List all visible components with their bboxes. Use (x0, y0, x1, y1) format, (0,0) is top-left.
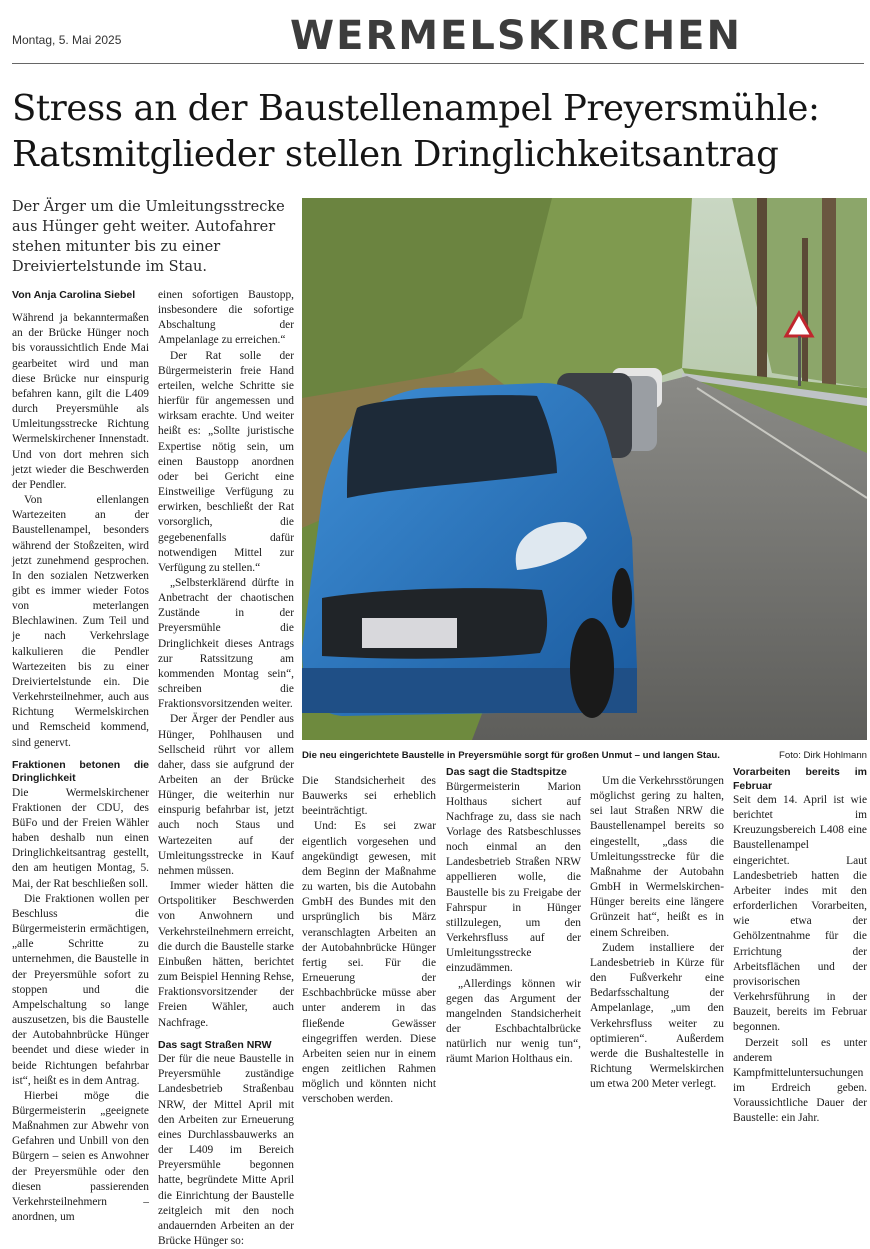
paragraph: Die Wermelskirchener Fraktionen der CDU, des BüFo und der Freien Wähler haben deshalb nun einen Dringlichkeitsantrag gestellt, den am heutigen Montag, 5. Mai, der Rat beschließen soll. (12, 786, 149, 890)
paragraph: Derzeit soll es unter anderem Kampfmitteluntersuchungen im Erdreich geben. Voraussichtliche Dauer der Baustelle: ein Jahr. (733, 1036, 867, 1125)
section-title: WERMELSKIRCHEN (290, 13, 742, 59)
subheading: Das sagt die Stadtspitze (446, 766, 567, 778)
photo-caption-bar (302, 750, 867, 761)
paragraph: Der Ärger der Pendler aus Hünger, Pohlhausen und Sellscheid rührt vor allem daher, dass sie aufgrund der Arbeiten an der Brücke Hünger, die weiterhin nur einspurig befahrbar ist, jetzt auch noch Staus und Wartezeiten auf der Umleitungsstrecke in Kauf nehmen müssen. (158, 713, 294, 877)
article-column-1 (12, 288, 149, 1225)
subheading: Das sagt Straßen NRW (158, 1038, 272, 1051)
headline-line-2: Ratsmitglieder stellen Dringlichkeitsantrag (12, 134, 779, 175)
article-photo (302, 198, 867, 740)
headline (12, 86, 862, 178)
article-column-6 (733, 766, 867, 1126)
paragraph: Zudem installiere der Landesbetrieb in Kürze für den Fußverkehr eine Bedarfsschaltung der Ampelanlage, „um den Verkehrsfluss weiter zu optimieren“. Außerdem werde die Bushaltestelle in Richtung Wermelskirchen um etwa 200 Meter verlegt. (590, 941, 724, 1091)
article-column-4 (446, 766, 581, 1067)
header-rule (12, 63, 864, 64)
headline-line-1: Stress an der Baustellenampel Preyersmühle: (12, 88, 820, 129)
paragraph: Der Rat solle der Bürgermeisterin freie Hand erteilen, welche Schritte sie hierfür für angemessen und wirksam erachte. Und weiter heißt es: „Sollte juristische Expertise nötig sein, um einen Baustopp anordnen oder bei Gericht eine Einstweilige Verfügung zu erwirken, beschließt der Rat vorsorglich, die gegebenenfalls dafür notwendigen Mittel zur Verfügung zu stellen.“ (158, 349, 294, 574)
paragraph: einen sofortigen Baustopp, insbesondere die sofortige Abschaltung der Ampelanlage zu erreichen.“ (158, 289, 294, 347)
paragraph: Und: Es sei zwar eigentlich vorgesehen und angekündigt gewesen, mit dem Beginn der Maßnahme zu warten, bis die Autobahn GmbH des Bundes mit den ursprünglich bis März veranschlagten Arbeiten an der Autobahnbrücke Hünger fertig sei. Für die Erneuerung der Eschbachbrücke müsse aber unter anderem in das fließende Gewässer eingegriffen werden. Diese Arbeiten seien nur in einem engen zeitlichen Rahmen möglich und könnten nicht verschoben werden. (302, 820, 436, 1106)
issue-date: Montag, 5. Mai 2025 (12, 33, 122, 47)
paragraph: Die Fraktionen wollen per Beschluss die Bürgermeisterin ermächtigen, „alle Schritte zu unternehmen, die Baustelle in der Preyersmühle sofort zu stoppen und die Ampelschaltung so lange auszusetzen, bis die Baustelle der Autobahnbrücke Hünger beendet und diese wieder in beide Richtungen befahrbar ist“, heißt es in dem Antrag. (12, 892, 149, 1087)
lead-paragraph: Der Ärger um die Umleitungsstrecke aus Hünger geht weiter. Autofahrer stehen mitunter bis zu einer Dreiviertelstunde im Stau. (12, 199, 285, 275)
article-column-3 (302, 774, 436, 1107)
subheading: Fraktionen betonen die Dringlichkeit (12, 758, 149, 785)
paragraph: Der für die neue Baustelle in Preyersmühle zuständige Landesbetrieb Straßenbau NRW, der Mittel April mit den Arbeiten zur Erneuerung eines Durchlassbauwerks an der L409 im Bereich Preyersmühle begonnen hatte, begründete Mitte April die Einrichtung der Baustelle zeitgleich mit den noch andauernden Arbeiten an der Brücke Hünger so: (158, 1053, 294, 1248)
paragraph: Um die Verkehrsstörungen möglichst gering zu halten, sei laut Straßen NRW die Baustellenampel bereits so eingestellt, „dass die Umleitungsstrecke für die Maßnahme der Autobahn GmbH in Wermelskirchen-Hünger bereits eine längere Grünzeit hat“, heißt es in einem Schreiben. (590, 775, 724, 939)
paragraph: Hierbei möge die Bürgermeisterin „geeignete Maßnahmen zur Abwehr von Gefahren und Unbill von den Bürgern – seien es Anwohner der Preyersmühle oder den diesen passierenden Verkehrsteilnehmern – anordnen, um (12, 1089, 149, 1224)
traffic-jam-photo (302, 198, 867, 740)
article-column-5 (590, 774, 724, 1092)
paragraph: Während ja bekanntermaßen an der Brücke Hünger noch bis voraussichtlich Ende Mai gearbeitet wird und man diese Brücke nur einspurig befahren kann, gilt die L409 durch Preyersmühle als Umleitungsstrecke Richtung Wermelskirchener Innenstadt. Und von dort mehren sich jetzt wieder die Beschwerden der Pendler. (12, 312, 149, 491)
paragraph: „Allerdings können wir gegen das Argument der mangelnden Standsicherheit der Eschbachtalbrücke natürlich nur wenig tun“, räumt Marion Holthaus ein. (446, 977, 581, 1066)
photo-caption: Die neu eingerichtete Baustelle in Preyersmühle sorgt für großen Unmut – und langen Stau. (302, 750, 720, 761)
paragraph: Von ellenlangen Wartezeiten an der Baustellenampel, besonders während der Stoßzeiten, wird jetzt zunehmend gesprochen. In den sozialen Netzwerken gibt es immer wieder Fotos von meterlangen Blechlawinen. Zum Teil und je nach Verkehrslage kalkulieren die Pendler Wartezeiten bis zu einer Dreiviertelstunde ein. Die Verkehrsteilnehmer, auch aus Richtung Wermelskirchen und Remscheid kommend, sind genervt. (12, 494, 149, 749)
photo-credit: Foto: Dirk Hohlmann (779, 750, 867, 761)
author-line: Von Anja Carolina Siebel (12, 289, 136, 301)
subheading: Vorarbeiten bereits im Februar (733, 766, 867, 792)
paragraph: Die Standsicherheit des Bauwerks sei erheblich beeinträchtigt. (302, 775, 436, 818)
paragraph: Immer wieder hätten die Ortspolitiker Beschwerden von Anwohnern und Verkehrsteilnehmern erreicht, die durch die Baustelle starke Einbußen hätten, berichtet zum Beispiel Henning Rehse, Fraktionsvorsitzender der Freien Wähler, auch Nachfrage. (158, 880, 294, 1029)
paragraph: „Selbsterklärend dürfte in Anbetracht der chaotischen Zustände in der Preyersmühle die Dringlichkeit dieses Antrags zur Ratssitzung am kommenden Montag sein“, schreiben die Fraktionsvorsitzenden weiter. (158, 576, 294, 711)
paragraph: Bürgermeisterin Marion Holthaus sichert auf Nachfrage zu, dass sie nach Vorlage des Ratsbeschlusses noch einmal an den Landesbetrieb Straßen NRW appellieren wolle, die Baustelle bis zu Freigabe der Fahrspur in Hünger stillzulegen, um den Verkehrsfluss auf der Umleitungsstrecke einzudämmen. (446, 780, 581, 975)
article-column-2 (158, 288, 294, 1249)
paragraph: Seit dem 14. April ist wie berichtet im Kreuzungsbereich L408 eine Baustellenampel eingerichtet. Laut Landesbetrieb hatten die Arbeiter indes mit den erforderlichen Vorarbeiten, wie etwa der Gehölzentnahme für die Errichtung der Arbeitsflächen und der provisorischen Verkehrsführung in der Bauzeit, bereits im Februar begonnen. (733, 794, 867, 1034)
